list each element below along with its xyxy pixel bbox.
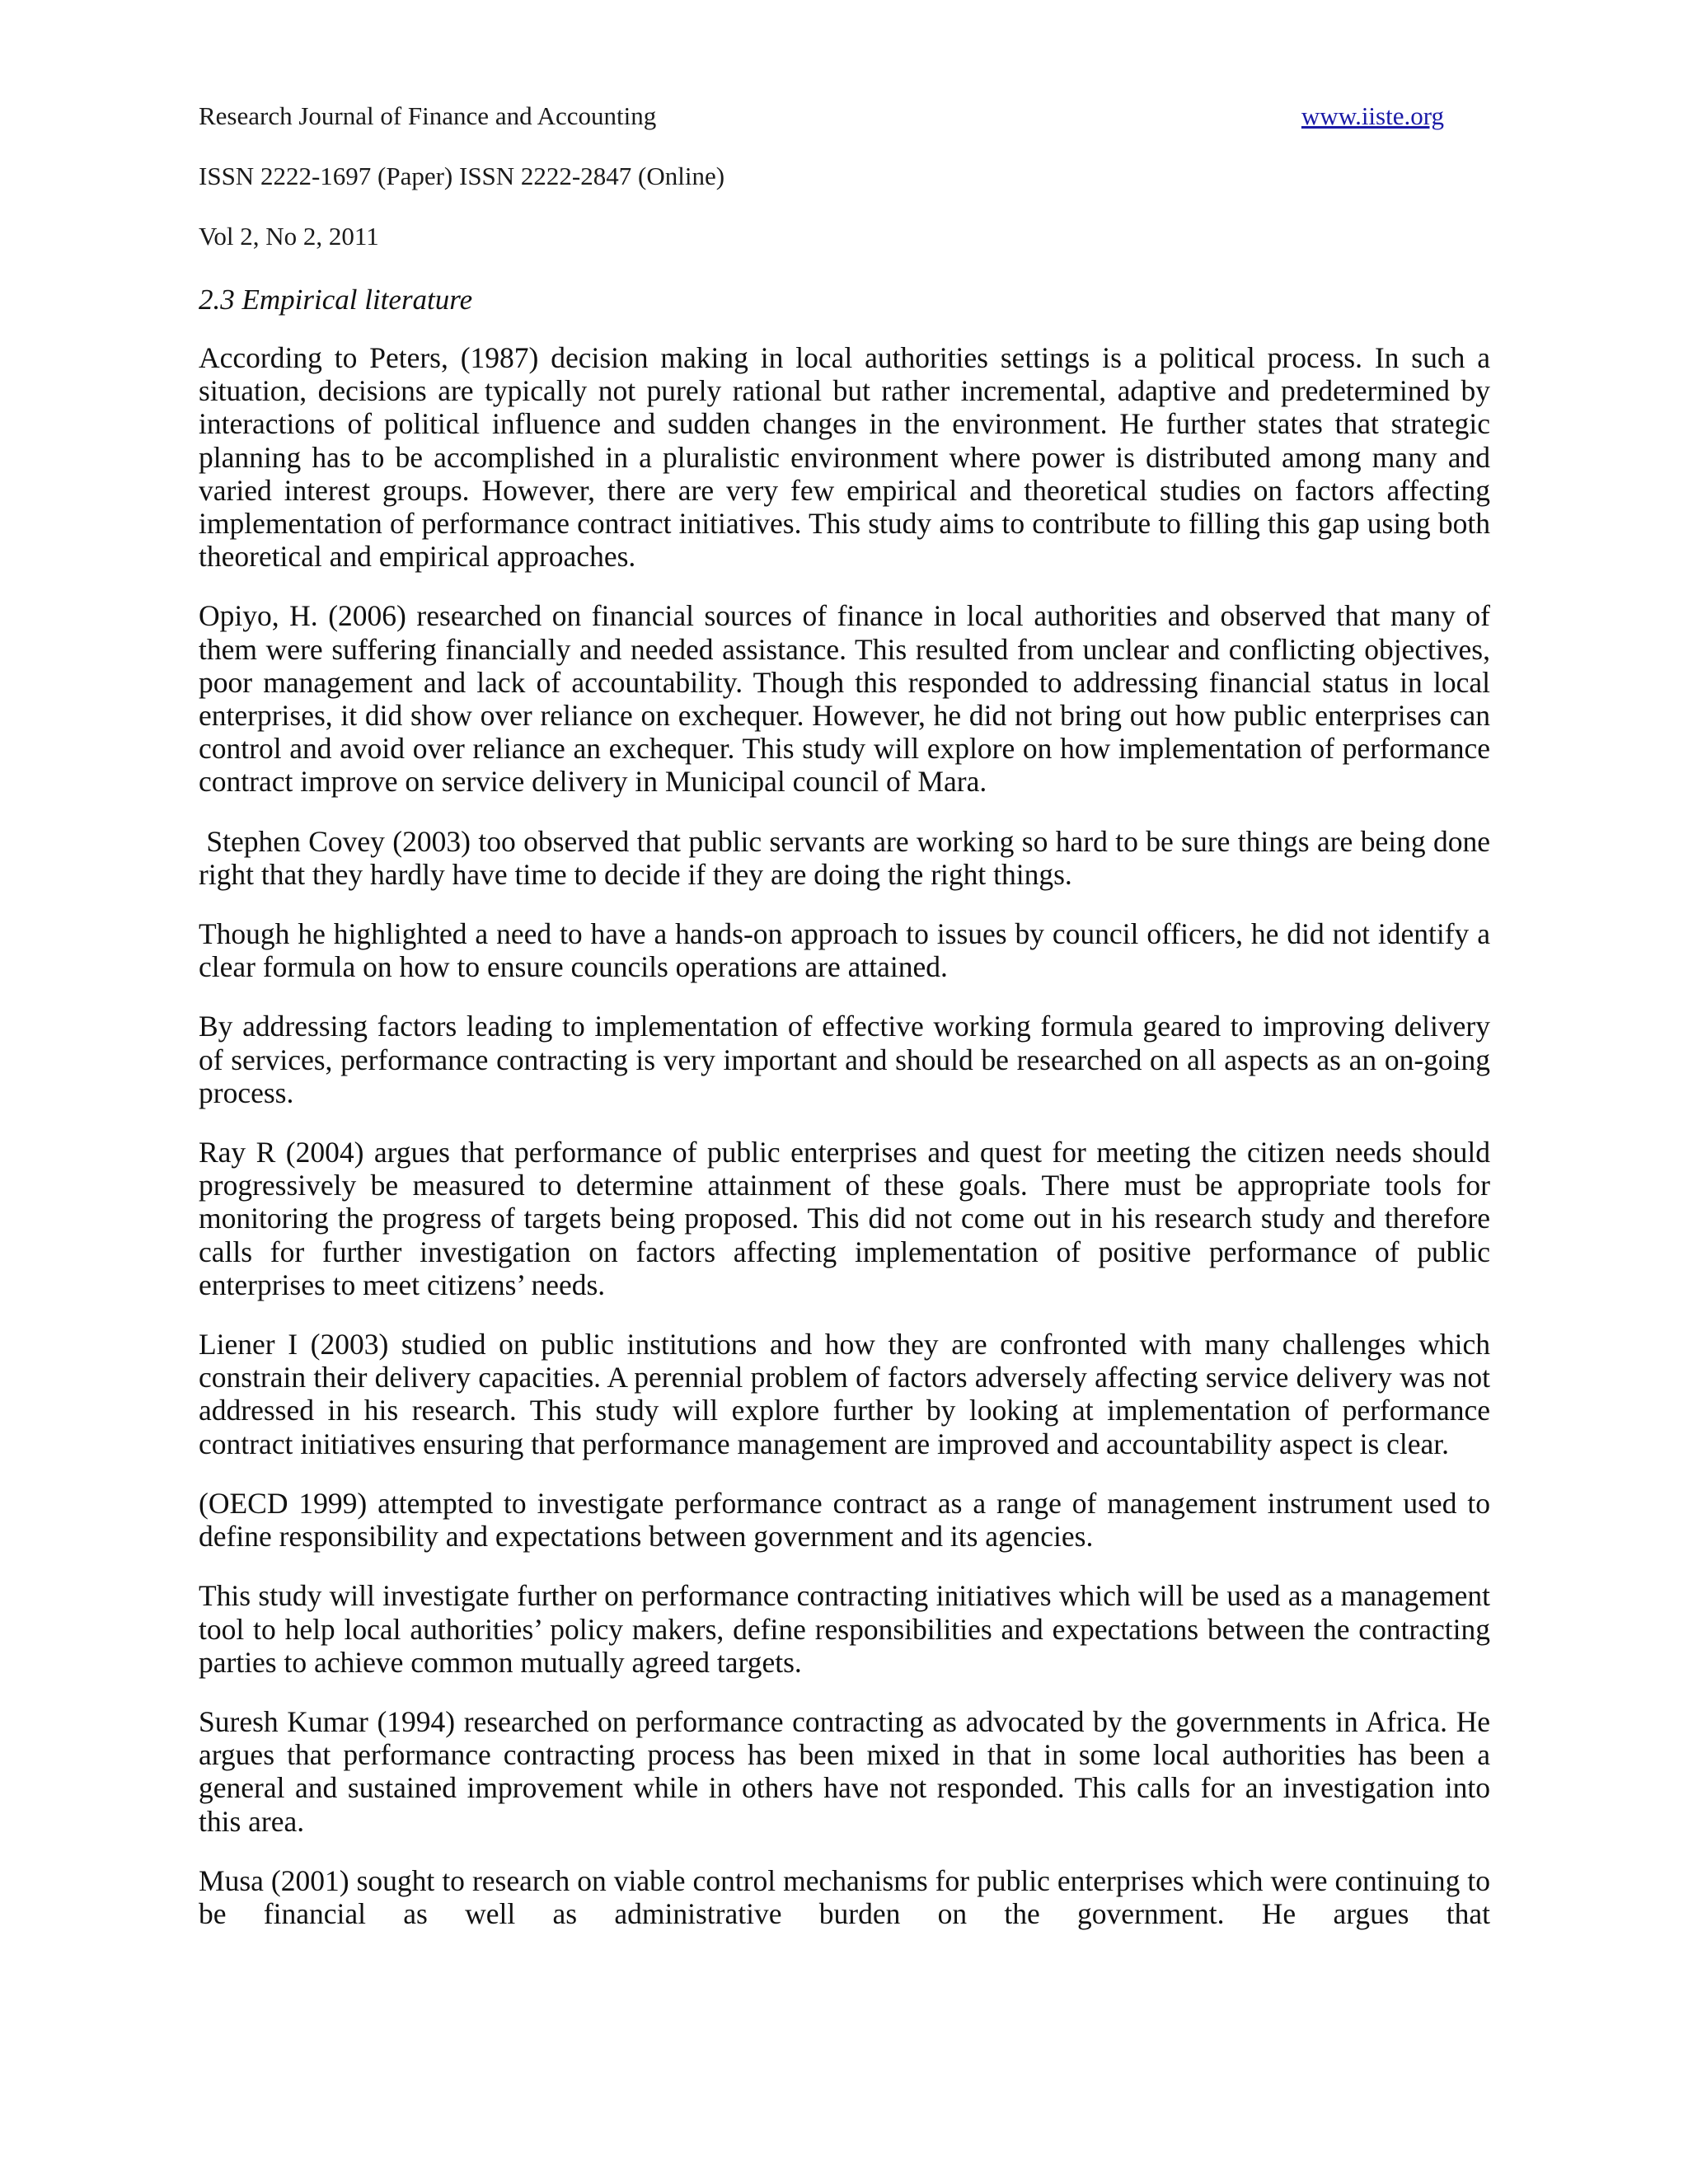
- paragraph-addressing-factors: By addressing factors leading to implementation of effective working formula geared to improving delivery of services, performance contracting is very important and should be researched on all aspects as an on-going process.: [199, 1010, 1490, 1109]
- paragraph-liener: Liener I (2003) studied on public institutions and how they are confronted with many challenges which constrain their delivery capacities. A perennial problem of factors adversely affecting service delivery was not addressed in his research. This study will explore further by looking at implementation of performance contract initiatives ensuring that performance management are improved and accountability aspect is clear.: [199, 1328, 1490, 1460]
- issn-line: ISSN 2222-1697 (Paper) ISSN 2222-2847 (Online): [199, 162, 725, 190]
- volume-line: Vol 2, No 2, 2011: [199, 222, 379, 251]
- paragraph-oecd: (OECD 1999) attempted to investigate performance contract as a range of management instrument used to define responsibility and expectations between government and its agencies.: [199, 1486, 1490, 1554]
- paragraph-opiyo: Opiyo, H. (2006) researched on financial sources of finance in local authorities and observed that many of them were suffering financially and needed assistance. This resulted from unclear and conflicting objectives, poor management and lack of accountability. Though this responded to addressing financial status in local enterprises, it did show over reliance on exchequer. However, he did not bring out how public enterprises can control and avoid over reliance an exchequer. This study will explore on how implementation of performance contract improve on service delivery in Municipal council of Mara.: [199, 599, 1490, 799]
- paragraph-suresh-kumar: Suresh Kumar (1994) researched on performance contracting as advocated by the governments in Africa. He argues that performance contracting process has been mixed in that in some local authorities has been a general and sustained improvement while in others have not responded. This calls for an investigation into this area.: [199, 1704, 1490, 1838]
- paragraph-ray: Ray R (2004) argues that performance of public enterprises and quest for meeting the citizen needs should progressively be measured to determine attainment of these goals. There must be appropriate tools for monitoring the progress of targets being proposed. This did not come out in his research study and therefore calls for further investigation on factors affecting implementation of positive performance of public enterprises to meet citizens’ needs.: [199, 1136, 1490, 1301]
- paragraph-hands-on: Though he highlighted a need to have a hands-on approach to issues by council officers, he did not identify a clear formula on how to ensure councils operations are attained.: [199, 917, 1490, 984]
- journal-title: Research Journal of Finance and Accounting: [199, 101, 657, 130]
- paragraph-covey: Stephen Covey (2003) too observed that public servants are working so hard to be sure things are being done right that they hardly have time to decide if they are doing the right things.: [199, 824, 1498, 891]
- paragraph-musa: Musa (2001) sought to research on viable control mechanisms for public enterprises which were continuing to be financial as well as administrative burden on the government. He argues that: [199, 1863, 1490, 1930]
- paragraph-this-study: This study will investigate further on performance contracting initiatives which will be used as a management tool to help local authorities’ policy makers, define responsibilities and expectations between the contracting parties to achieve common mutually agreed targets.: [199, 1579, 1490, 1679]
- body-text: [199, 341, 1498, 1957]
- paragraph-peters: According to Peters, (1987) decision making in local authorities settings is a political process. In such a situation, decisions are typically not purely rational but rather incremental, adaptive and predetermined by interactions of political influence and sudden changes in the environment. He further states that strategic planning has to be accomplished in a pluralistic environment where power is distributed among many and varied interest groups. However, there are very few empirical and theoretical studies on factors affecting implementation of performance contract initiatives. This study aims to contribute to filling this gap using both theoretical and empirical approaches.: [199, 341, 1490, 574]
- section-heading: 2.3 Empirical literature: [199, 284, 473, 316]
- journal-website-link[interactable]: www.iiste.org: [1301, 101, 1444, 130]
